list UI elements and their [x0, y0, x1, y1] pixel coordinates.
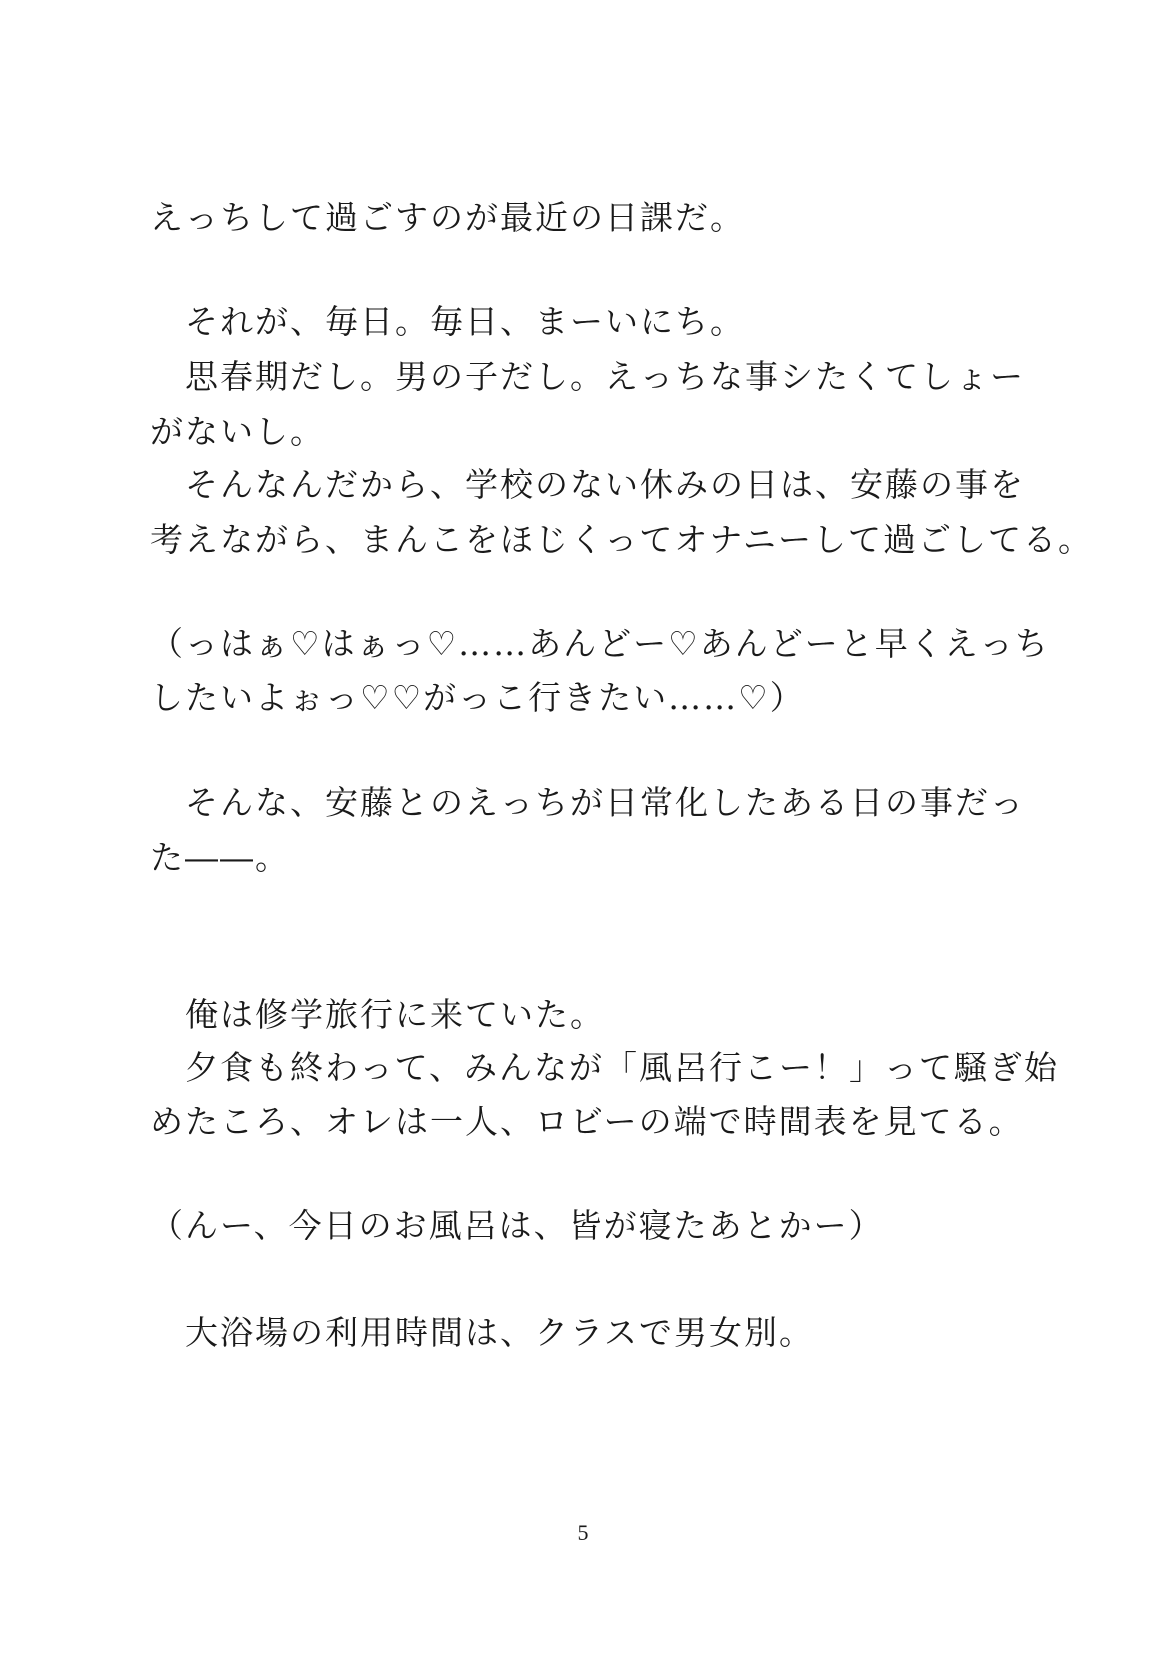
- text-line: 夕食も終わって、みんなが「風呂行こー！」って騒ぎ始: [150, 1048, 1060, 1087]
- text-line: 大浴場の利用時間は、クラスで男女別。: [150, 1313, 815, 1352]
- text-line: そんな、安藤とのえっちが日常化したある日の事だっ: [150, 783, 1025, 822]
- text-line: （んー、今日のお風呂は、皆が寝たあとかー）: [150, 1206, 884, 1245]
- text-line: したいよぉっ♡♡がっこ行きたい……♡）: [150, 678, 805, 717]
- text-line: た――。: [150, 838, 290, 877]
- text-line: 思春期だし。男の子だし。えっちな事シたくてしょー: [150, 357, 1025, 396]
- text-line: がないし。: [150, 412, 325, 451]
- text-line: 俺は修学旅行に来ていた。: [150, 995, 605, 1034]
- text-line: えっちして過ごすのが最近の日課だ。: [150, 198, 745, 237]
- text-line: （っはぁ♡はぁっ♡……あんどー♡あんどーと早くえっち: [150, 624, 1050, 663]
- text-line: めたころ、オレは一人、ロビーの端で時間表を見てる。: [150, 1102, 1024, 1141]
- text-line: そんなんだから、学校のない休みの日は、安藤の事を: [150, 465, 1025, 504]
- text-line: 考えながら、まんこをほじくってオナニーして過ごしてる。: [150, 520, 1094, 559]
- page-number: 5: [577, 1520, 589, 1545]
- text-line: それが、毎日。毎日、まーいにち。: [150, 302, 745, 341]
